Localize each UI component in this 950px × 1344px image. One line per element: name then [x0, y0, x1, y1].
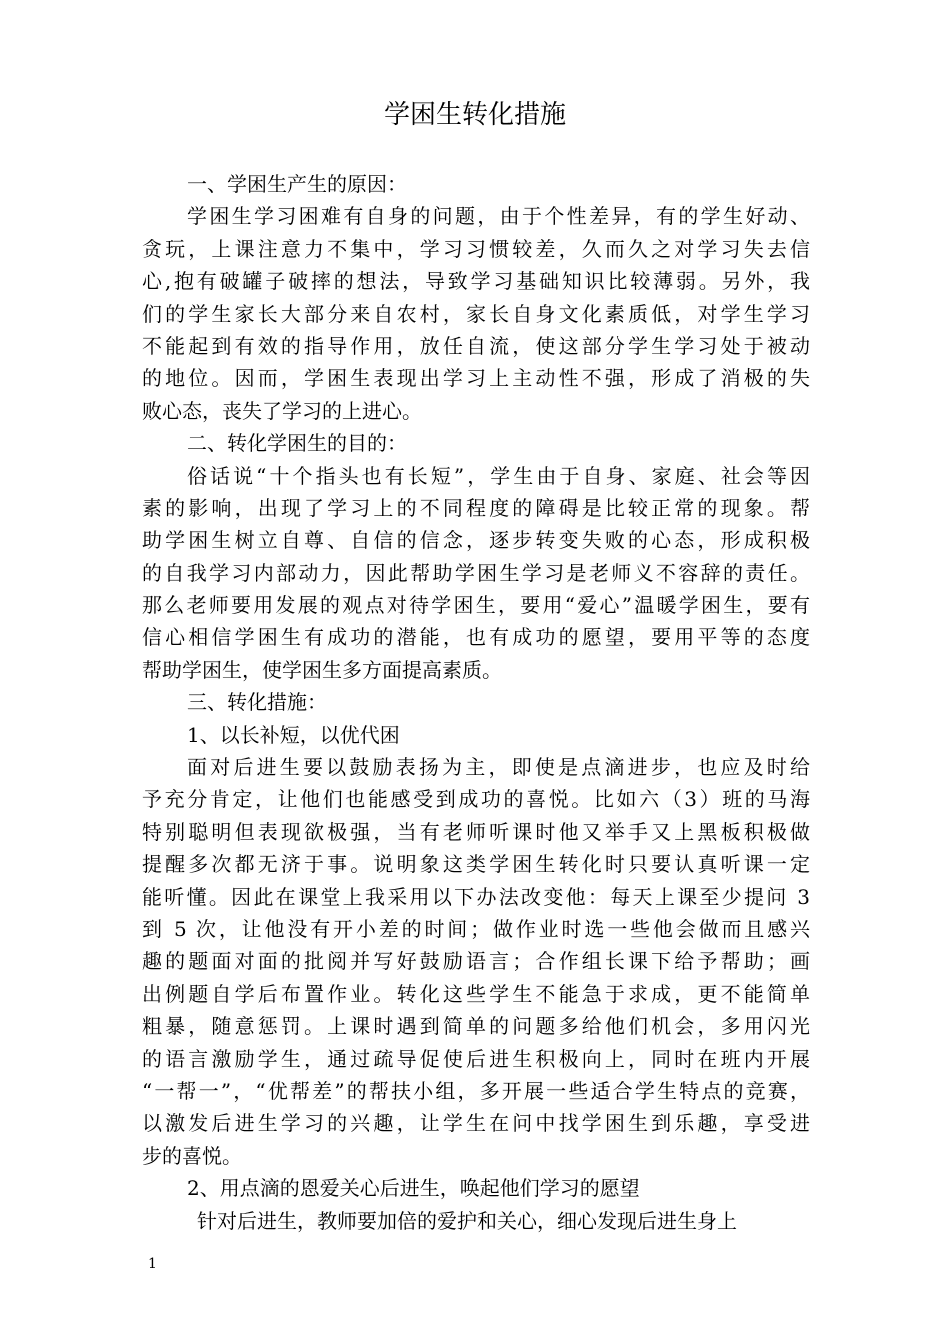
text-line: 特别聪明但表现欲极强，当有老师听课时他又举手又上黑板积极做	[142, 819, 810, 844]
text-line: “一帮一”，“优帮差”的帮扶小组，多开展一些适合学生特点的竞赛，	[142, 1078, 810, 1103]
text-line: 败心态，丧失了学习的上进心。	[142, 398, 422, 423]
text-line: 学困生学习困难有自身的问题，由于个性差异，有的学生好动、	[187, 204, 810, 229]
subheading-measure-2: 2、用点滴的恩爱关心后进生，唤起他们学习的愿望	[187, 1176, 640, 1201]
page-number: 1	[148, 1256, 157, 1272]
text-line: 提醒多次都无济于事。说明象这类学困生转化时只要认真听课一定	[142, 852, 810, 877]
text-line: 那么老师要用发展的观点对待学困生，要用“爱心”温暖学困生，要有	[142, 593, 810, 618]
document-title: 学困生转化措施	[383, 100, 566, 130]
text-line: 步的喜悦。	[142, 1143, 242, 1168]
text-line: 的语言激励学生，通过疏导促使后进生积极向上，同时在班内开展	[142, 1046, 810, 1071]
section-heading-measures: 三、转化措施：	[187, 690, 327, 715]
document-body	[142, 168, 810, 1237]
text-line: 的自我学习内部动力，因此帮助学困生学习是老师义不容辞的责任。	[142, 560, 810, 585]
text-line: 面对后进生要以鼓励表扬为主，即使是点滴进步，也应及时给	[187, 755, 810, 780]
text-line: 针对后进生，教师要加倍的爱护和关心，细心发现后进生身上	[197, 1208, 737, 1233]
text-line: 们的学生家长大部分来自农村，家长自身文化素质低，对学生学习	[142, 301, 810, 326]
text-line: 趣的题面对面的批阅并写好鼓励语言；合作组长课下给予帮助；画	[142, 949, 810, 974]
text-line: 不能起到有效的指导作用，放任自流，使这部分学生学习处于被动	[142, 333, 810, 358]
text-line: 到 5 次，让他没有开小差的时间；做作业时选一些他会做而且感兴	[142, 916, 810, 941]
section-heading-causes: 一、学困生产生的原因：	[187, 172, 407, 196]
text-line: 出例题自学后布置作业。转化这些学生不能急于求成，更不能简单	[142, 981, 810, 1006]
section-heading-purpose: 二、转化学困生的目的：	[187, 431, 407, 456]
text-line: 贪玩，上课注意力不集中，学习习惯较差，久而久之对学习失去信	[142, 236, 810, 261]
text-line: 予充分肯定，让他们也能感受到成功的喜悦。比如六（3）班的马海	[142, 787, 810, 812]
text-line: 信心相信学困生有成功的潜能，也有成功的愿望，要用平等的态度	[142, 625, 810, 650]
text-line: 粗暴，随意惩罚。上课时遇到简单的问题多给他们机会，多用闪光	[142, 1014, 810, 1039]
text-line: 帮助学困生，使学困生多方面提高素质。	[142, 657, 502, 682]
subheading-measure-1: 1、以长补短，以优代困	[187, 722, 400, 747]
text-line: 素的影响，出现了学习上的不同程度的障碍是比较正常的现象。帮	[142, 495, 810, 520]
text-line: 以激发后进生学习的兴趣，让学生在问中找学困生到乐趣，享受进	[142, 1111, 810, 1136]
text-line: 助学困生树立自尊、自信的信念，逐步转变失败的心态，形成积极	[142, 528, 810, 553]
text-line: 俗话说“十个指头也有长短”，学生由于自身、家庭、社会等因	[187, 463, 810, 488]
text-line: 能听懂。因此在课堂上我采用以下办法改变他：每天上课至少提问 3	[142, 884, 810, 909]
text-line: 心,抱有破罐子破摔的想法，导致学习基础知识比较薄弱。另外，我	[142, 269, 810, 294]
text-line: 的地位。因而，学困生表现出学习上主动性不强，形成了消极的失	[142, 366, 810, 391]
